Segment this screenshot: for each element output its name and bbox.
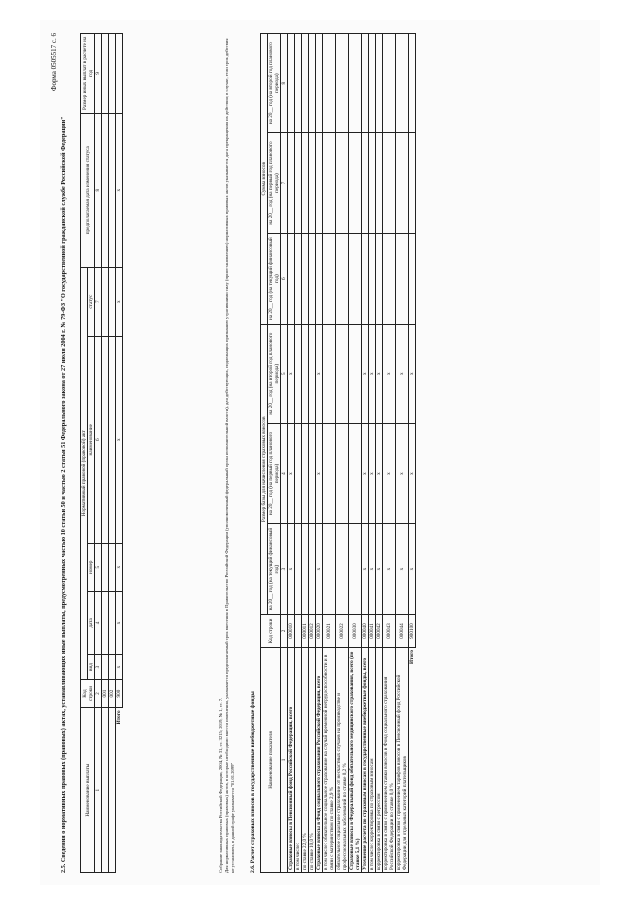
section-2-6-table bbox=[260, 33, 416, 873]
total-value: x bbox=[409, 423, 416, 523]
row-value bbox=[383, 132, 396, 232]
row-value bbox=[396, 132, 409, 232]
table-row bbox=[376, 33, 383, 872]
row-code: 000021 bbox=[323, 614, 336, 647]
col-num: 7 bbox=[281, 132, 288, 232]
row-value: x bbox=[288, 523, 295, 614]
row-value bbox=[383, 233, 396, 324]
total-x: x bbox=[116, 591, 123, 655]
total-x: x bbox=[116, 654, 123, 678]
col-num: 1 bbox=[281, 647, 288, 872]
row-code: 000044 bbox=[396, 614, 409, 647]
th-code: Код строки bbox=[81, 679, 95, 708]
row-code: 000010 bbox=[288, 614, 295, 647]
row-value bbox=[295, 423, 302, 523]
row-value bbox=[336, 233, 349, 324]
row-name: Страховые взносы в Фонд социального страхования Российской Федерации, всего bbox=[316, 647, 323, 872]
th-vid: вид bbox=[88, 654, 95, 678]
section-2-6-title: 2.6. Расчет страховых взносов в государственные внебюджетные фонды bbox=[250, 690, 256, 873]
row-name: корректировка в связи с применением тарифов взносов в Пенсионный фонд Российской Федерации для отдельных категорий плательщиков bbox=[396, 647, 409, 872]
row-name: по ставке 22,0 % bbox=[302, 647, 309, 872]
col-num: 8 bbox=[95, 113, 102, 267]
row-value: x bbox=[376, 523, 383, 614]
row-value: x bbox=[316, 423, 323, 523]
row-value: x bbox=[362, 423, 369, 523]
row-value bbox=[309, 33, 316, 132]
col-num: 6 bbox=[95, 336, 102, 543]
th-date-change: предполагаемая дата изменения статуса bbox=[81, 113, 95, 267]
th-name: Наименование выплаты bbox=[81, 707, 95, 872]
th-year: на 20__ год (на второй год планового периода) bbox=[268, 324, 281, 423]
row-value: x bbox=[362, 523, 369, 614]
col-num: 5 bbox=[281, 324, 288, 423]
total-value bbox=[409, 233, 416, 324]
row-name: корректировка в связи с применением ставки взносов в Фонд социального страхования Российской Федерации по ставке 0,0 % bbox=[383, 647, 396, 872]
row-name: в том числе: корректировка по страховым взносам bbox=[369, 647, 376, 872]
row-value bbox=[362, 233, 369, 324]
row-name: Страховые взносы в Федеральный фонд обязательного медицинского страхования, всего (по ставке 5,1 %) bbox=[349, 647, 362, 872]
row-value: x bbox=[288, 324, 295, 423]
row-value bbox=[316, 132, 323, 232]
col-num: 3 bbox=[95, 654, 102, 678]
table-row bbox=[295, 33, 302, 872]
form-code: Форма 0505517 с. 6 bbox=[50, 32, 58, 91]
row-value: x bbox=[316, 324, 323, 423]
col-num: 8 bbox=[281, 33, 288, 132]
row-value bbox=[295, 324, 302, 423]
row-code: 001 bbox=[102, 679, 109, 708]
total-value bbox=[409, 132, 416, 232]
row-value: x bbox=[376, 423, 383, 523]
row-value bbox=[383, 33, 396, 132]
table-row bbox=[323, 33, 336, 872]
section-2-5-table bbox=[80, 33, 123, 873]
row-value bbox=[369, 132, 376, 232]
row-value bbox=[309, 132, 316, 232]
footnote-1: Собрание законодательства Российской Федерации, 2004, № 31, ст. 3215; 2019, № 1, ст. 7. bbox=[218, 697, 223, 873]
total-x: x bbox=[116, 543, 123, 591]
total-x: x bbox=[116, 267, 123, 336]
col-num: 3 bbox=[281, 523, 288, 614]
row-value: x bbox=[369, 523, 376, 614]
row-value bbox=[349, 132, 362, 232]
row-value bbox=[309, 523, 316, 614]
row-value bbox=[336, 324, 349, 423]
table-row bbox=[336, 33, 349, 872]
table-row bbox=[109, 33, 116, 872]
row-value bbox=[362, 132, 369, 232]
row-value bbox=[349, 33, 362, 132]
th-act: Нормативный правовой (правовой) акт bbox=[81, 267, 88, 679]
col-num: 2 bbox=[95, 679, 102, 708]
th-status: статус bbox=[88, 267, 95, 336]
row-value bbox=[362, 33, 369, 132]
row-value bbox=[323, 233, 336, 324]
row-value bbox=[323, 132, 336, 232]
row-code: 000030 bbox=[349, 614, 362, 647]
row-value bbox=[288, 132, 295, 232]
row-value bbox=[309, 423, 316, 523]
row-value bbox=[323, 523, 336, 614]
row-code: 000020 bbox=[316, 614, 323, 647]
th-naimenovanie: наименование bbox=[88, 336, 95, 543]
row-value bbox=[302, 132, 309, 232]
rotated-page bbox=[50, 33, 590, 873]
th-nomer: номер bbox=[88, 543, 95, 591]
th-year: на 20__ год (на второй год планового периода) bbox=[268, 33, 281, 132]
col-num: 2 bbox=[281, 614, 288, 647]
row-code: 000011 bbox=[302, 614, 309, 647]
total-row bbox=[116, 33, 123, 872]
th-year: на 20__ год (на текущий финансовый год) bbox=[268, 523, 281, 614]
table-row bbox=[396, 33, 409, 872]
row-value bbox=[349, 324, 362, 423]
row-value bbox=[302, 324, 309, 423]
table-row bbox=[102, 33, 109, 872]
th-year: на 20__ год (на первый год планового периода) bbox=[268, 423, 281, 523]
row-value bbox=[396, 33, 409, 132]
row-name: по ставке 10,0 % bbox=[309, 647, 316, 872]
row-value bbox=[309, 233, 316, 324]
th-base: Размер базы для начисления страховых взносов bbox=[261, 324, 268, 614]
document-sheet bbox=[40, 20, 600, 885]
row-value: x bbox=[396, 423, 409, 523]
row-value bbox=[323, 33, 336, 132]
footnote-2: Для нормативных правовых (правовых) актов, в которые необходимо внести изменения, указывается предполагаемый срок внесения в Правительство Российской Федерации (уполномоченный федеральный орган исполнительной власти), для действующих, подлежащих признанию утратившими силу (приостановлению) нормативных правовых актов указывается дата прекращения их действия; в случае, если срок действия не установлен, в данной графе указывается "01.01.2099" bbox=[224, 38, 235, 873]
row-value bbox=[336, 33, 349, 132]
col-num: 1 bbox=[95, 707, 102, 872]
row-name: в том числе: обязательное социальное страхование на случай временной нетрудоспособности и в связи с материнством по ставке 2,9 % bbox=[323, 647, 336, 872]
row-value bbox=[369, 233, 376, 324]
col-num: 5 bbox=[95, 543, 102, 591]
row-value bbox=[302, 233, 309, 324]
row-value bbox=[349, 523, 362, 614]
row-value: x bbox=[316, 523, 323, 614]
col-num: 4 bbox=[95, 591, 102, 655]
total-value: x bbox=[409, 324, 416, 423]
row-value bbox=[376, 233, 383, 324]
row-value: x bbox=[383, 523, 396, 614]
table-row bbox=[383, 33, 396, 872]
row-value bbox=[316, 33, 323, 132]
table-row bbox=[309, 33, 316, 872]
row-name: корректировка в связи с регрессом bbox=[376, 647, 383, 872]
row-value bbox=[369, 33, 376, 132]
row-value bbox=[376, 132, 383, 232]
total-x: x bbox=[116, 113, 123, 267]
row-value: x bbox=[376, 324, 383, 423]
th-code: Код строки bbox=[261, 614, 281, 647]
table-row bbox=[369, 33, 376, 872]
th-size: Размер иных выплат в расчете на год bbox=[81, 33, 95, 113]
row-name: Уточнение расчета по страховым взносам в государственные внебюджетные фонды, всего bbox=[362, 647, 369, 872]
row-value bbox=[349, 233, 362, 324]
row-value bbox=[336, 132, 349, 232]
row-value: x bbox=[362, 324, 369, 423]
col-num: 7 bbox=[95, 267, 102, 336]
row-value: x bbox=[396, 324, 409, 423]
row-name: в том числе: bbox=[295, 647, 302, 872]
row-value bbox=[295, 132, 302, 232]
row-name: обязательное социальное страхование от несчастных случаев на производстве и профессиональных заболеваний по ставке 0,2 % bbox=[336, 647, 349, 872]
col-num: 9 bbox=[95, 33, 102, 113]
total-label: Итого bbox=[116, 709, 123, 724]
row-value: x bbox=[288, 423, 295, 523]
row-value bbox=[376, 33, 383, 132]
th-year: на 20__ год (на первый год планового периода) bbox=[268, 132, 281, 232]
section-2-6-body bbox=[288, 33, 416, 872]
row-value bbox=[336, 423, 349, 523]
row-value: x bbox=[383, 324, 396, 423]
total-code: 900100 bbox=[409, 614, 416, 647]
table-row bbox=[288, 33, 295, 872]
total-x: x bbox=[116, 336, 123, 543]
table-row bbox=[316, 33, 323, 872]
total-value bbox=[409, 33, 416, 132]
th-sum: Сумма взносов bbox=[261, 33, 268, 324]
col-num: 6 bbox=[281, 233, 288, 324]
table-row bbox=[362, 33, 369, 872]
row-value bbox=[288, 33, 295, 132]
row-value bbox=[295, 233, 302, 324]
row-value bbox=[302, 523, 309, 614]
row-value bbox=[302, 423, 309, 523]
row-value bbox=[396, 233, 409, 324]
row-value bbox=[323, 324, 336, 423]
row-code: 000042 bbox=[376, 614, 383, 647]
row-code: 000012 bbox=[309, 614, 316, 647]
row-value bbox=[316, 233, 323, 324]
row-value bbox=[336, 523, 349, 614]
table-row bbox=[302, 33, 309, 872]
footnotes bbox=[218, 33, 236, 873]
th-name: Наименование показателя bbox=[261, 647, 281, 872]
row-value bbox=[295, 523, 302, 614]
row-code: 000040 bbox=[362, 614, 369, 647]
row-name: Страховые взносы в Пенсионный фонд Российской Федерации, всего bbox=[288, 647, 295, 872]
row-value: x bbox=[369, 324, 376, 423]
total-row bbox=[409, 33, 416, 872]
row-code: 000022 bbox=[336, 614, 349, 647]
total-code: 900 bbox=[116, 679, 123, 708]
row-value bbox=[349, 423, 362, 523]
total-label: Итого bbox=[409, 649, 416, 664]
row-value bbox=[302, 33, 309, 132]
row-value: x bbox=[383, 423, 396, 523]
th-data: дата bbox=[88, 591, 95, 655]
table-row bbox=[349, 33, 362, 872]
row-code: 000041 bbox=[369, 614, 376, 647]
row-value bbox=[288, 233, 295, 324]
row-code: 000043 bbox=[383, 614, 396, 647]
section-2-5-title: 2.5. Сведения о нормативных правовых (правовых) актах, устанавливающих иные выплаты, предусмотренных частью 10 статьи 50 и частью 2 статьи 51 Федерального закона от 27 июля 2004 г. № 79-ФЗ "О государственной гражданской службе Российской Федерации" bbox=[60, 115, 67, 873]
total-value: x bbox=[409, 523, 416, 614]
row-value bbox=[323, 423, 336, 523]
row-code bbox=[295, 614, 302, 647]
col-num: 4 bbox=[281, 423, 288, 523]
row-value bbox=[309, 324, 316, 423]
th-year: на 20__ год (на текущий финансовый год) bbox=[268, 233, 281, 324]
row-value: x bbox=[396, 523, 409, 614]
row-value: x bbox=[369, 423, 376, 523]
row-code: 002 bbox=[109, 679, 116, 708]
row-value bbox=[295, 33, 302, 132]
